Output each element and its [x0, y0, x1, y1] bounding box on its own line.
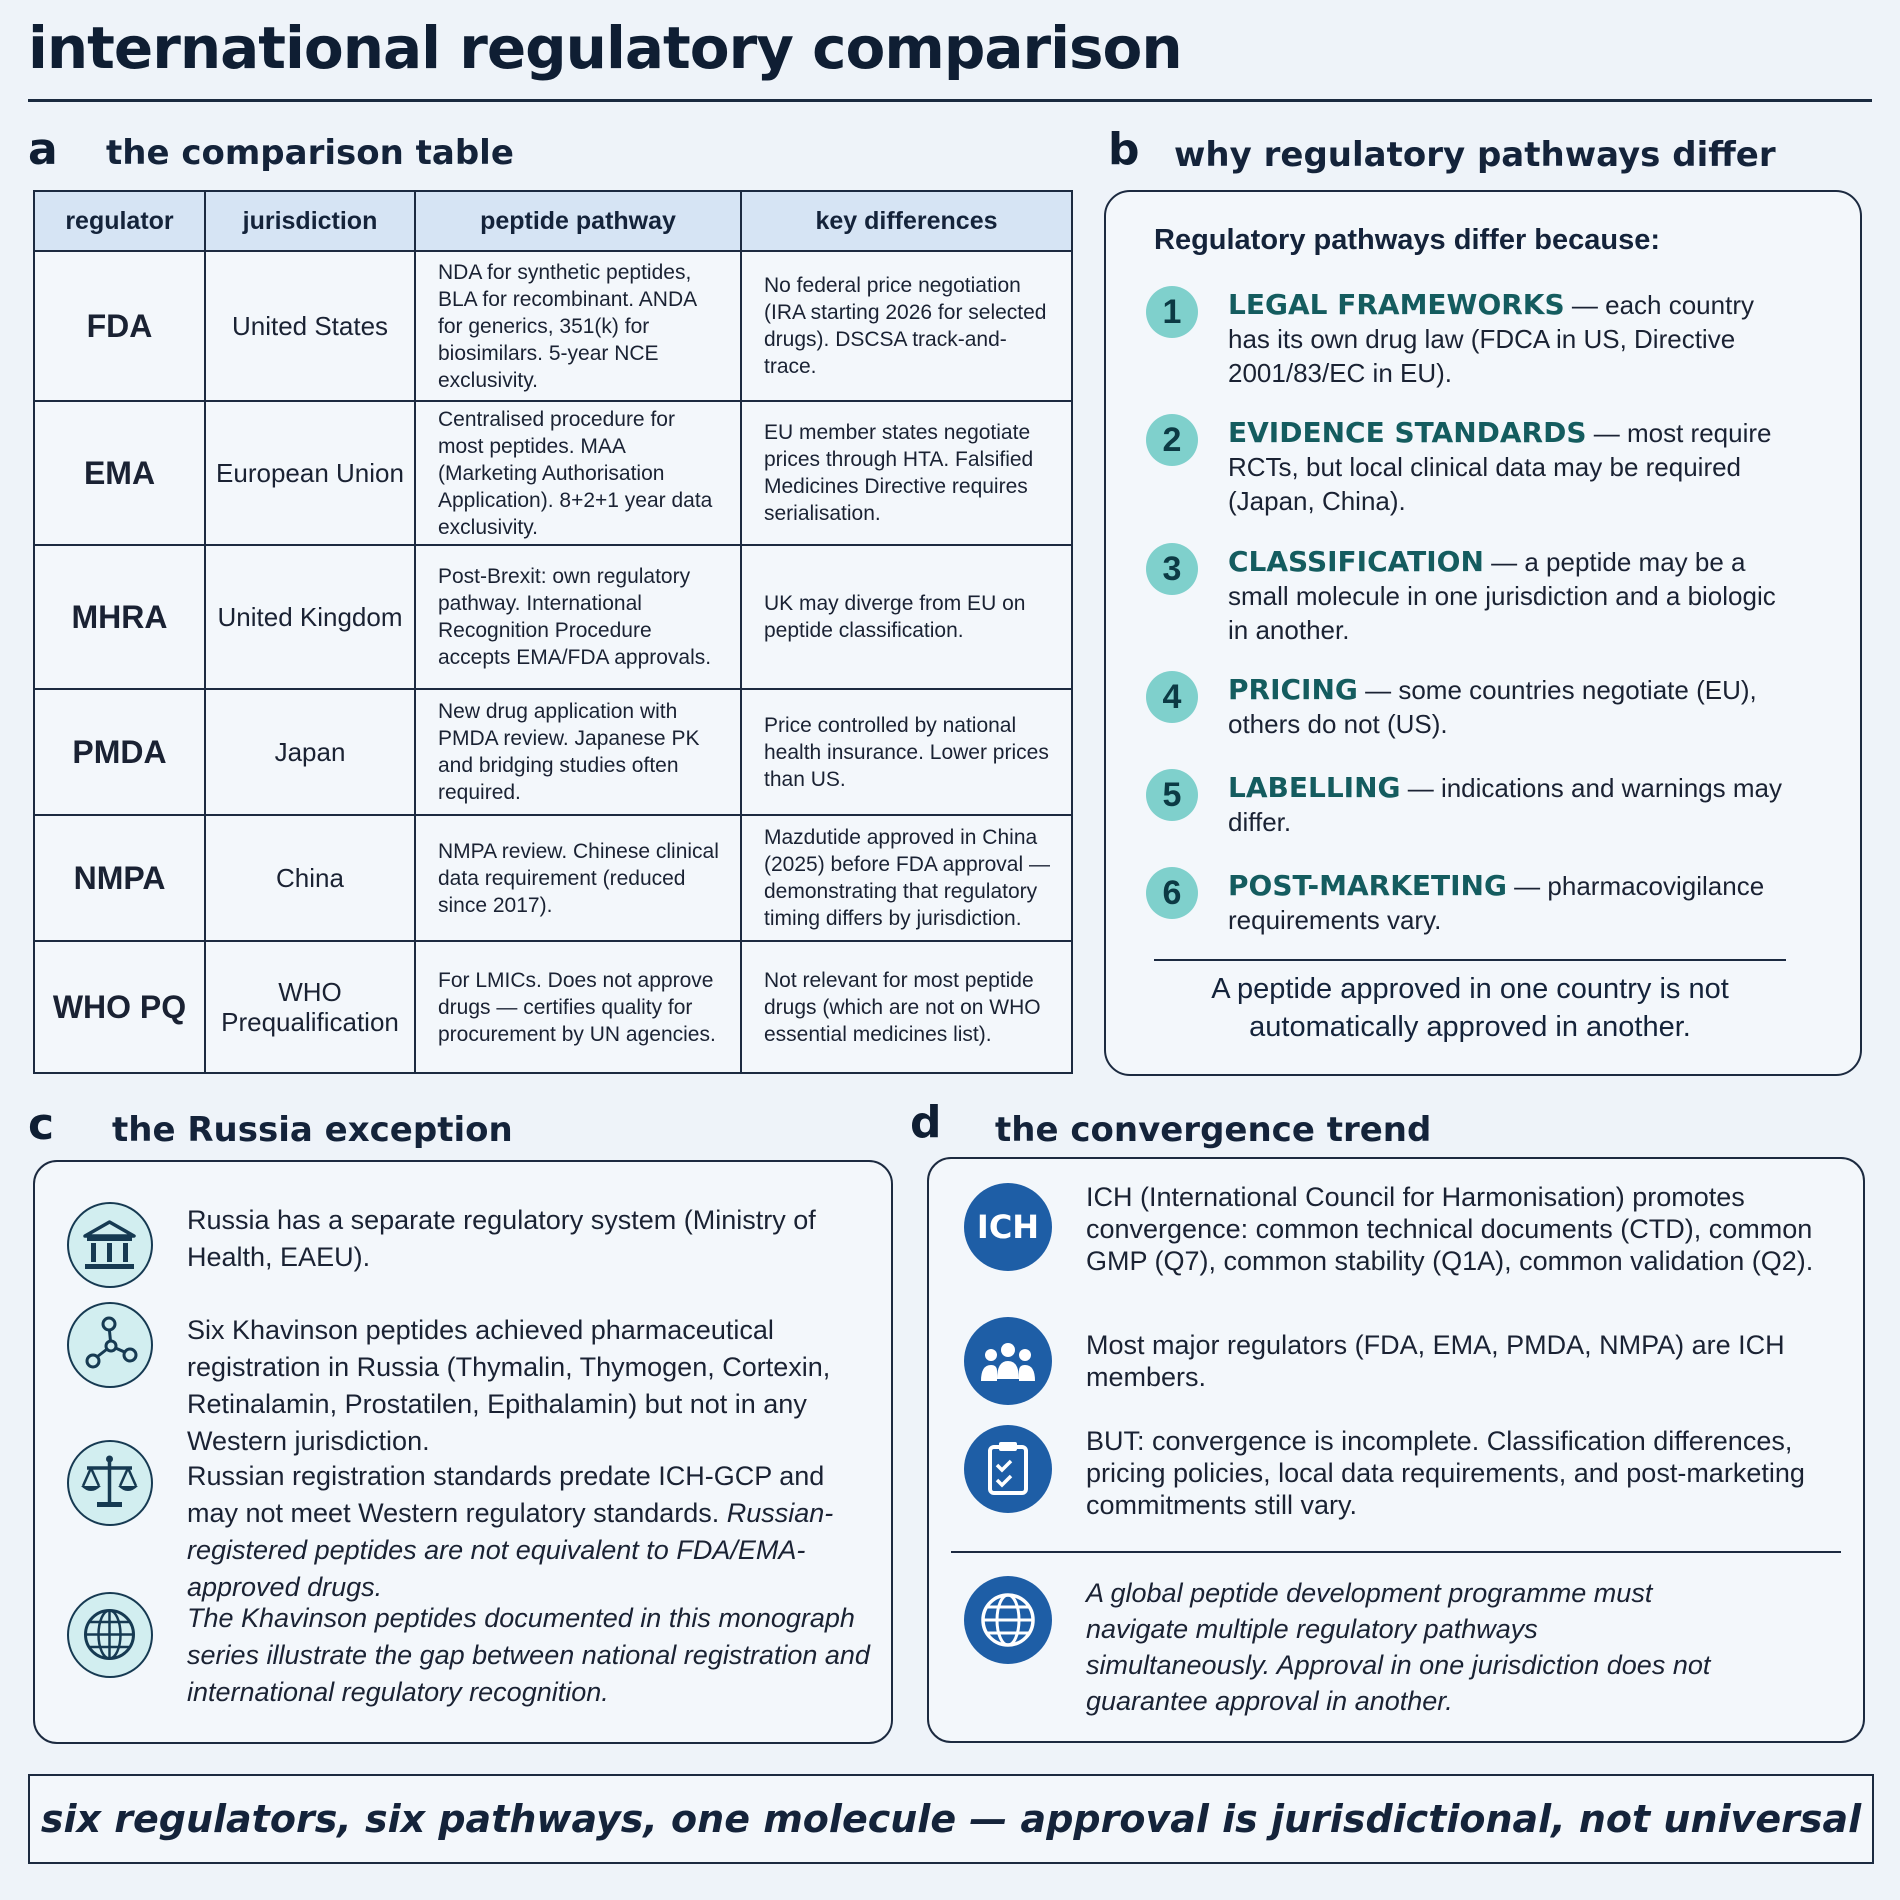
reason-number-badge: 1	[1146, 286, 1198, 338]
table-row	[34, 401, 1072, 545]
reason-number-badge: 3	[1146, 543, 1198, 595]
reason-text	[1228, 545, 1788, 647]
pathway-cell: New drug application with PMDA review. Japanese PK and bridging studies often required.	[415, 689, 741, 815]
regulator-cell: NMPA	[34, 815, 205, 941]
panel-d-title: the convergence trend	[995, 1110, 1432, 1150]
reason-keyword: LEGAL FRAMEWORKS	[1228, 288, 1565, 321]
pathway-cell: Post-Brexit: own regulatory pathway. International Recognition Procedure accepts EMA/FDA approvals.	[415, 545, 741, 689]
regulator-cell: WHO PQ	[34, 941, 205, 1073]
molecule-icon	[67, 1302, 153, 1388]
pathway-cell: NMPA review. Chinese clinical data requirement (reduced since 2017).	[415, 815, 741, 941]
reason-text	[1228, 288, 1788, 390]
russia-exception-panel	[33, 1160, 893, 1744]
reason-keyword: POST-MARKETING	[1228, 869, 1507, 902]
reason-description: — indications and warnings may differ.	[1228, 773, 1783, 837]
regulator-cell: FDA	[34, 251, 205, 401]
pathway-cell: NDA for synthetic peptides, BLA for recombinant. ANDA for generics, 351(k) for biosimilars. 5-year NCE exclusivity.	[415, 251, 741, 401]
jurisdiction-cell: European Union	[205, 401, 415, 545]
reason-item	[1146, 414, 1826, 514]
reason-keyword: CLASSIFICATION	[1228, 545, 1484, 578]
panel-c-letter: c	[28, 1099, 55, 1150]
russia-point: Six Khavinson peptides achieved pharmaceutical registration in Russia (Thymalin, Thymogen, Cortexin, Retinalamin, Prostatilen, Epithalamin) but not in any Western jurisdiction.	[187, 1315, 831, 1456]
panel-b-divider	[1154, 959, 1786, 961]
ich-badge-label: ICH	[976, 1208, 1040, 1246]
reason-keyword: PRICING	[1228, 673, 1358, 706]
globe-icon	[964, 1576, 1052, 1664]
russia-point-text: Russian registration standards predate ICH-GCP and may not meet Western regulatory standards.	[187, 1461, 825, 1528]
differences-cell: UK may diverge from EU on peptide classification.	[741, 545, 1072, 689]
column-header: peptide pathway	[415, 191, 741, 251]
reason-description: — a peptide may be a small molecule in one jurisdiction and a biologic in another.	[1228, 547, 1776, 645]
table-row	[34, 689, 1072, 815]
differences-cell: No federal price negotiation (IRA starting 2026 for selected drugs). DSCSA track-and-trace.	[741, 251, 1072, 401]
russia-point	[187, 1458, 877, 1606]
convergence-point	[1086, 1425, 1826, 1521]
reason-text	[1228, 673, 1788, 741]
russia-point: The Khavinson peptides documented in this monograph series illustrate the gap between national registration and international regulatory recognition.	[187, 1603, 870, 1707]
convergence-panel	[927, 1157, 1865, 1743]
reason-item	[1146, 867, 1826, 947]
panel-b-title: why regulatory pathways differ	[1174, 135, 1776, 175]
russia-point-emphasis: Russian-registered peptides are not equivalent to FDA/EMA-approved drugs.	[187, 1498, 834, 1602]
people-icon	[964, 1317, 1052, 1405]
reason-description: — most require RCTs, but local clinical data may be required (Japan, China).	[1228, 418, 1772, 516]
panel-d-letter: d	[910, 1097, 942, 1148]
reason-keyword: LABELLING	[1228, 771, 1401, 804]
panel-b-letter: b	[1108, 124, 1140, 175]
reason-description: — each country has its own drug law (FDCA in US, Directive 2001/83/EC in EU).	[1228, 290, 1754, 388]
pathway-cell: For LMICs. Does not approve drugs — certifies quality for procurement by UN agencies.	[415, 941, 741, 1073]
institution-icon	[67, 1202, 153, 1288]
pathways-differ-panel	[1104, 190, 1862, 1076]
jurisdiction-cell: WHO Prequalification	[205, 941, 415, 1073]
ich-badge	[964, 1183, 1052, 1271]
table-row	[34, 251, 1072, 401]
reason-item	[1146, 769, 1826, 849]
convergence-text: convergence is incomplete. Classification differences, pricing policies, local data requirements, and post-marketing commitments still vary.	[1086, 1426, 1805, 1520]
footer-banner: six regulators, six pathways, one molecule — approval is jurisdictional, not universal	[28, 1774, 1874, 1864]
table-row	[34, 815, 1072, 941]
reason-number-badge: 5	[1146, 769, 1198, 821]
panel-a-letter: a	[28, 124, 58, 175]
column-header: jurisdiction	[205, 191, 415, 251]
differences-cell: Price controlled by national health insurance. Lower prices than US.	[741, 689, 1072, 815]
panel-b-conclusion: A peptide approved in one country is not automatically approved in another.	[1211, 973, 1729, 1043]
jurisdiction-cell: China	[205, 815, 415, 941]
reason-text	[1228, 869, 1788, 937]
globe-icon	[67, 1592, 153, 1678]
table-header-row	[34, 191, 1072, 251]
differences-cell: Not relevant for most peptide drugs (which are not on WHO essential medicines list).	[741, 941, 1072, 1073]
panel-c-title: the Russia exception	[112, 1110, 513, 1150]
convergence-point: Most major regulators (FDA, EMA, PMDA, NMPA) are ICH members.	[1086, 1330, 1785, 1392]
differences-cell: Mazdutide approved in China (2025) before FDA approval — demonstrating that regulatory timing differs by jurisdiction.	[741, 815, 1072, 941]
russia-point: Russia has a separate regulatory system (Ministry of Health, EAEU).	[187, 1205, 816, 1272]
reason-number-badge: 2	[1146, 414, 1198, 466]
table-row	[34, 545, 1072, 689]
scales-icon	[67, 1440, 153, 1526]
clipboard-check-icon	[964, 1425, 1052, 1513]
reason-item	[1146, 671, 1826, 751]
reason-keyword: EVIDENCE STANDARDS	[1228, 416, 1587, 449]
comparison-table	[33, 190, 1073, 1074]
column-header: regulator	[34, 191, 205, 251]
reason-number-badge: 6	[1146, 867, 1198, 919]
title-divider	[28, 99, 1872, 102]
reason-description: — some countries negotiate (EU), others do not (US).	[1228, 675, 1757, 739]
reason-description: — pharmacovigilance requirements vary.	[1228, 871, 1765, 935]
reason-text	[1228, 771, 1788, 839]
page-title: international regulatory comparison	[28, 14, 1182, 82]
convergence-point: ICH (International Council for Harmonisation) promotes convergence: common technical documents (CTD), common GMP (Q7), common stability (Q1A), common validation (Q2).	[1086, 1182, 1814, 1276]
convergence-point: A global peptide development programme must navigate multiple regulatory pathways simultaneously. Approval in one jurisdiction does not guarantee approval in another.	[1086, 1578, 1711, 1716]
panel-b-intro: Regulatory pathways differ because:	[1154, 224, 1661, 256]
panel-a-title: the comparison table	[106, 133, 514, 173]
reason-item	[1146, 286, 1826, 386]
panel-d-divider	[951, 1551, 1841, 1553]
regulator-cell: PMDA	[34, 689, 205, 815]
column-header: key differences	[741, 191, 1072, 251]
pathway-cell: Centralised procedure for most peptides. MAA (Marketing Authorisation Application). 8+2+1 year data exclusivity.	[415, 401, 741, 545]
reason-item	[1146, 543, 1826, 643]
reason-number-badge: 4	[1146, 671, 1198, 723]
convergence-lead: BUT:	[1086, 1426, 1145, 1456]
differences-cell: EU member states negotiate prices through HTA. Falsified Medicines Directive requires serialisation.	[741, 401, 1072, 545]
jurisdiction-cell: United Kingdom	[205, 545, 415, 689]
regulator-cell: MHRA	[34, 545, 205, 689]
table-row	[34, 941, 1072, 1073]
regulator-cell: EMA	[34, 401, 205, 545]
reason-text	[1228, 416, 1788, 518]
jurisdiction-cell: Japan	[205, 689, 415, 815]
jurisdiction-cell: United States	[205, 251, 415, 401]
comparison-table-wrapper	[33, 190, 1071, 1074]
